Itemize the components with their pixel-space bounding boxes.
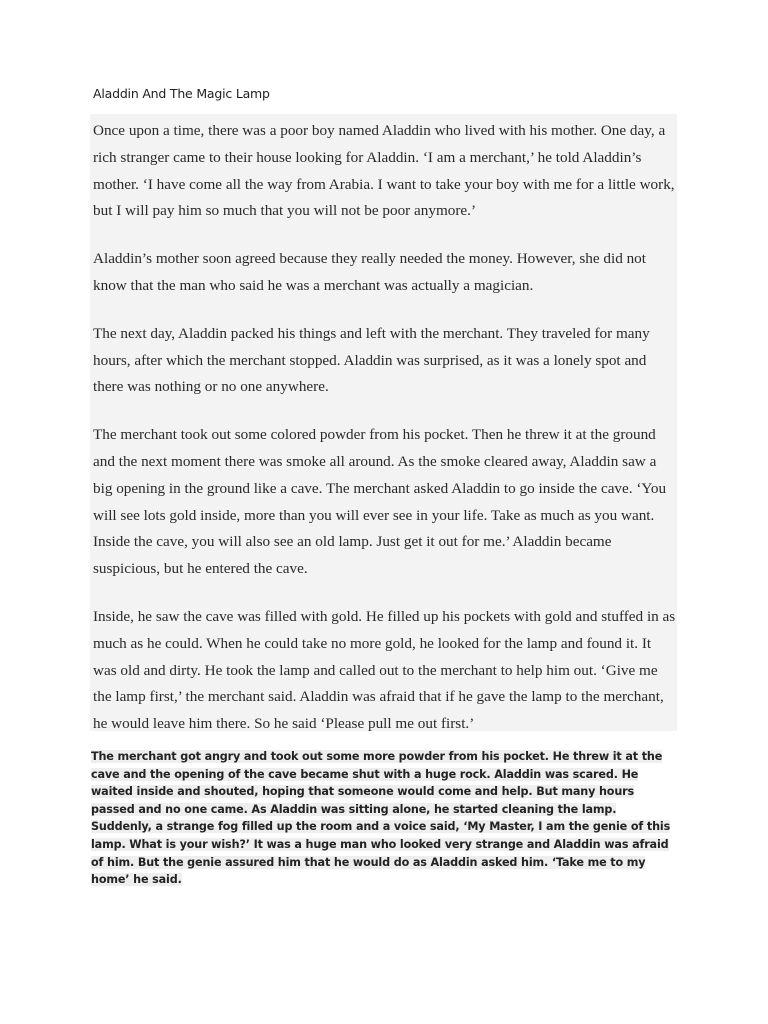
document-title: Aladdin And The Magic Lamp	[93, 86, 270, 101]
paragraph-6: The merchant got angry and took out some more powder from his pocket. He threw it at the cave and the opening of the cave became shut with a huge rock. Aladdin was scared. He waited inside and shouted, hoping that someone would come and help. But many hours passed and no one came. As Aladdin was sitting alone, he started cleaning the lamp. Suddenly, a strange fog filled up the room and a voice said, ‘My Master, I am the genie of this lamp. What is your wish?’ It was a huge man who looked very strange and Aladdin was afraid of him. But the genie assured him that he would do as Aladdin asked him. ‘Take me to my home’ he said.	[91, 750, 671, 887]
paragraph-3: The next day, Aladdin packed his things and left with the merchant. They traveled for many hours, after which the merchant stopped. Aladdin was surprised, as it was a lonely spot and there was nothing or no one anywhere.	[93, 324, 650, 396]
paragraph-4: The merchant took out some colored powder from his pocket. Then he threw it at the ground and the next moment there was smoke all around. As the smoke cleared away, Aladdin saw a big opening in the ground like a cave. The merchant asked Aladdin to go inside the cave. ‘You will see lots gold inside, more than you will ever see in your life. Take as much as you want. Inside the cave, you will also see an old lamp. Just get it out for me.’ Aladdin became suspicious, but he entered the cave.	[93, 426, 667, 578]
paragraph-5: Inside, he saw the cave was filled with gold. He filled up his pockets with gold and stuffed in as much as he could. When he could take no more gold, he looked for the lamp and found it. It was old and dirty. He took the lamp and called out to the merchant to help him out. ‘Give me the lamp first,’ the merchant said. Aladdin was afraid that if he gave the lamp to the merchant, he would leave him there. So he said ‘Please pull me out first.’	[93, 607, 676, 733]
story-body-bold	[91, 748, 677, 889]
paragraph-2: Aladdin’s mother soon agreed because they really needed the money. However, she did not know that the man who said he was a merchant was actually a magician.	[93, 250, 646, 294]
paragraph-1: Once upon a time, there was a poor boy named Aladdin who lived with his mother. One day, a rich stranger came to their house looking for Aladdin. ‘I am a merchant,’ he told Aladdin’s mother. ‘I have come all the way from Arabia. I want to take your boy with me for a little work, but I will pay him so much that you will not be poor anymore.’	[93, 122, 675, 220]
story-body-highlighted	[90, 114, 677, 731]
paragraph-6-container	[91, 748, 677, 889]
